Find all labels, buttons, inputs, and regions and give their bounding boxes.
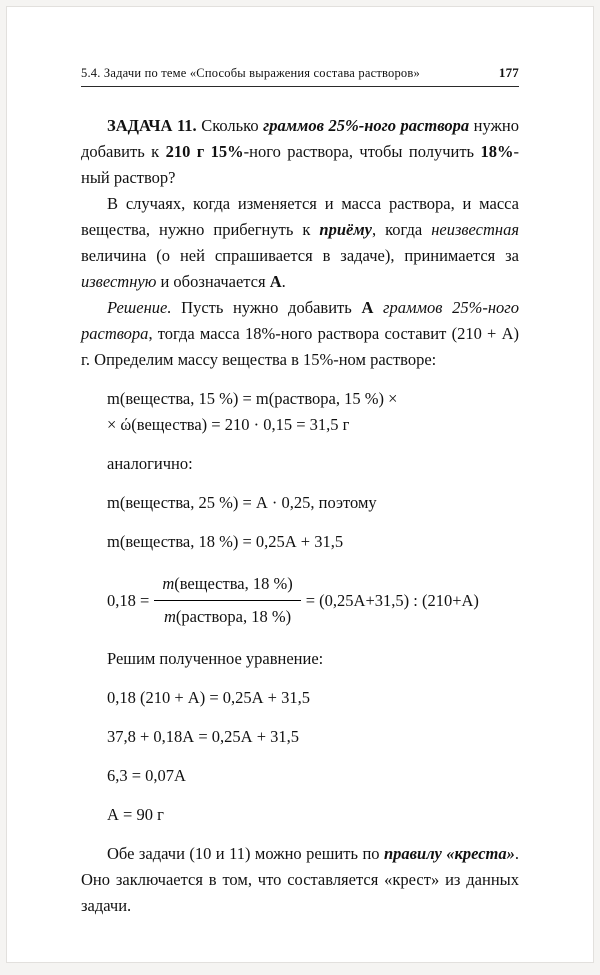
text-run: В случаях, когда изменяется и масса раствора, и масса вещества, нужно прибегнуть к [81,194,519,239]
text-run: Пусть нужно добавить [171,298,362,317]
text-run: (раствора, 18 %) [175,607,292,626]
text-run: А [361,298,374,317]
fraction [154,571,300,630]
text-run: m(вещества, 18 %) = 0,25А + 31,5 [107,532,344,551]
page-header [81,65,519,81]
paragraph-solution [81,295,519,373]
text-run: , тогда масса 18%-ного раствора составит (210 + А) г. Определим массу вещества в 15%-ном растворе: [81,324,519,369]
paragraph-solve-equation [81,646,519,672]
text-analogously [107,451,519,477]
text-run: граммов 25%-ного раствора [263,116,470,135]
equation-right: = (0,25А+31,5) : (210+А) [305,590,479,610]
formula-mass-25 [107,490,519,516]
text-run: известную [81,272,157,291]
text-run: 210 г 15% [165,142,244,161]
formula-mass-18 [107,529,519,555]
fraction-numerator [154,571,300,601]
paragraph-cross-rule [81,841,519,919]
text-run: m [163,607,176,626]
text-run: неизвестная [431,220,519,239]
text-run: 18% [480,142,514,161]
text-run: Решим полученное уравнение: [107,649,324,668]
text-run [373,298,383,317]
equation-fraction [107,571,519,630]
text-run: 6,3 = 0,07А [107,766,186,785]
text-run: (вещества, 18 %) [174,574,293,593]
equation-left: 0,18 = [107,590,150,610]
text-run: правилу «креста» [383,844,515,863]
text-run: приёму [319,220,372,239]
paragraph-method [81,191,519,295]
text-run: Обе задачи (10 и 11) можно решить по [107,844,384,863]
book-page [6,6,594,963]
text-run: × ώ(вещества) = 210 · 0,15 = 31,5 г [107,415,350,434]
text-run: m(вещества, 15 %) = m(раствора, 15 %) × [107,389,398,408]
paragraph-task-11 [81,113,519,191]
text-run: 0,18 (210 + А) = 0,25А + 31,5 [107,688,310,707]
equation-answer [107,802,519,828]
text-run: . Оно заключается в том, что составляется «крест» из данных задачи. [81,844,519,915]
text-run: m(вещества, 25 %) = А · 0,25, поэтому [107,493,377,512]
page-number: 177 [498,65,519,80]
formula-line [107,412,519,438]
text-run: m [162,574,175,593]
text-run: А [269,272,282,291]
text-run: -ного раствора, чтобы получить [243,142,481,161]
text-run: граммов 25%-ного раствора [81,298,519,343]
running-head: 5.4. Задачи по теме «Способы выражения состава растворов» [81,66,420,80]
equation-step-3 [107,763,519,789]
text-run: ЗАДАЧА 11. [107,116,197,135]
page-content [81,113,519,919]
text-run: и обозначается [156,272,270,291]
fraction-denominator [154,601,300,630]
text-run: . [281,272,286,291]
text-run: Сколько [196,116,264,135]
text-run: нужно добавить к [81,116,519,161]
text-run: Решение. [107,298,172,317]
text-run: 37,8 + 0,18А = 0,25А + 31,5 [107,727,299,746]
text-run: А = 90 г [107,805,164,824]
text-run: , когда [371,220,432,239]
equation-step-2 [107,724,519,750]
equation-step-1 [107,685,519,711]
text-run: величина (о ней спрашивается в задаче), принимается за [81,246,519,265]
text-run: аналогично: [107,454,193,473]
formula-mass-15 [107,386,519,438]
header-rule [81,86,519,87]
formula-line [107,386,519,412]
text-run: -ный раствор? [81,142,519,187]
